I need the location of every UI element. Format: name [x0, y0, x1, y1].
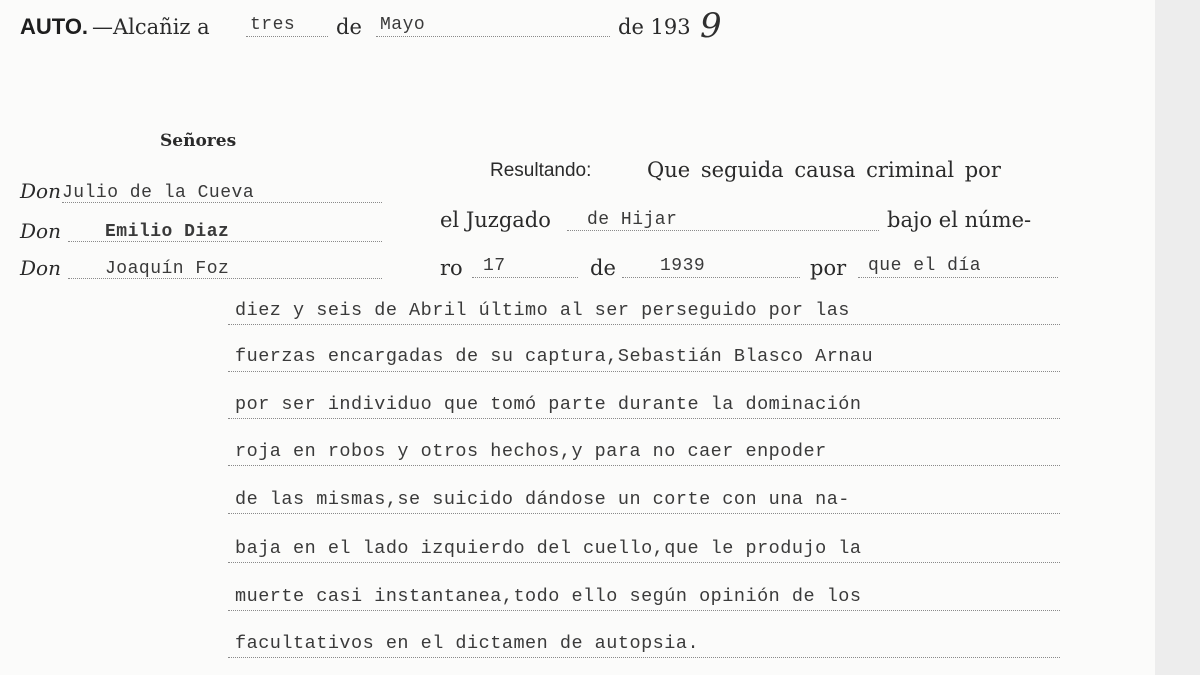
don-label: Don — [20, 179, 61, 203]
judge-dotted-line — [68, 278, 382, 279]
year-prefix: de 193 — [618, 15, 691, 39]
body-line: facultativos en el dictamen de autopsia. — [235, 633, 700, 654]
body-line: baja en el lado izquierdo del cuello,que le produjo la — [235, 538, 862, 559]
judges-heading: Señores — [160, 131, 237, 151]
judge-dotted-line — [68, 241, 382, 242]
month-dotted-line — [376, 36, 610, 37]
resultando-de-word: de — [590, 256, 616, 280]
body-line: muerte casi instantanea,todo ello según opinión de los — [235, 586, 862, 607]
don-label: Don — [20, 256, 61, 280]
body-dotted-line — [228, 657, 1060, 658]
body-line: fuerzas encargadas de su captura,Sebastián Blasco Arnau — [235, 346, 874, 367]
case-number-dotted-line — [472, 277, 578, 278]
resultando-line-1: Que seguida causa criminal por — [647, 158, 1001, 182]
case-number-field: 17 — [483, 256, 506, 276]
body-dotted-line — [228, 610, 1060, 611]
resultando-por-word: por — [810, 256, 847, 280]
body-dotted-line — [228, 371, 1060, 372]
month-field: Mayo — [380, 15, 426, 35]
continuation-dotted-line — [858, 277, 1058, 278]
day-field: tres — [250, 15, 296, 35]
court-dotted-line — [567, 230, 879, 231]
court-field: de Hijar — [587, 210, 678, 230]
body-line: por ser individuo que tomó parte durante la dominación — [235, 394, 862, 415]
page-margin-strip — [1155, 0, 1200, 675]
resultando-typed-continuation: que el día — [868, 256, 982, 276]
body-dotted-line — [228, 418, 1060, 419]
judge-name: Joaquín Foz — [105, 259, 230, 279]
resultando-label: Resultando: — [490, 160, 592, 181]
case-year-dotted-line — [622, 277, 800, 278]
judge-dotted-line — [62, 202, 382, 203]
resultando-line-2-suffix: bajo el núme- — [887, 208, 1032, 232]
don-label: Don — [20, 219, 61, 243]
body-dotted-line — [228, 465, 1060, 466]
day-dotted-line — [246, 36, 328, 37]
body-line: diez y seis de Abril último al ser perseguido por las — [235, 300, 850, 321]
body-dotted-line — [228, 324, 1060, 325]
body-line: de las mismas,se suicido dándose un corte con una na- — [235, 489, 850, 510]
resultando-line-2-prefix: el Juzgado — [440, 208, 551, 232]
place-prefix: —Alcañiz a — [92, 15, 210, 39]
judge-name: Julio de la Cueva — [62, 183, 255, 203]
judge-name: Emilio Diaz — [105, 222, 230, 242]
de-word-1: de — [336, 15, 362, 39]
body-line: roja en robos y otros hechos,y para no caer enpoder — [235, 441, 827, 462]
auto-label: AUTO. — [20, 14, 89, 39]
handwritten-year-digit: 9 — [700, 6, 722, 46]
body-dotted-line — [228, 513, 1060, 514]
resultando-line-3-prefix: ro — [440, 256, 463, 280]
body-dotted-line — [228, 562, 1060, 563]
case-year-field: 1939 — [660, 256, 706, 276]
